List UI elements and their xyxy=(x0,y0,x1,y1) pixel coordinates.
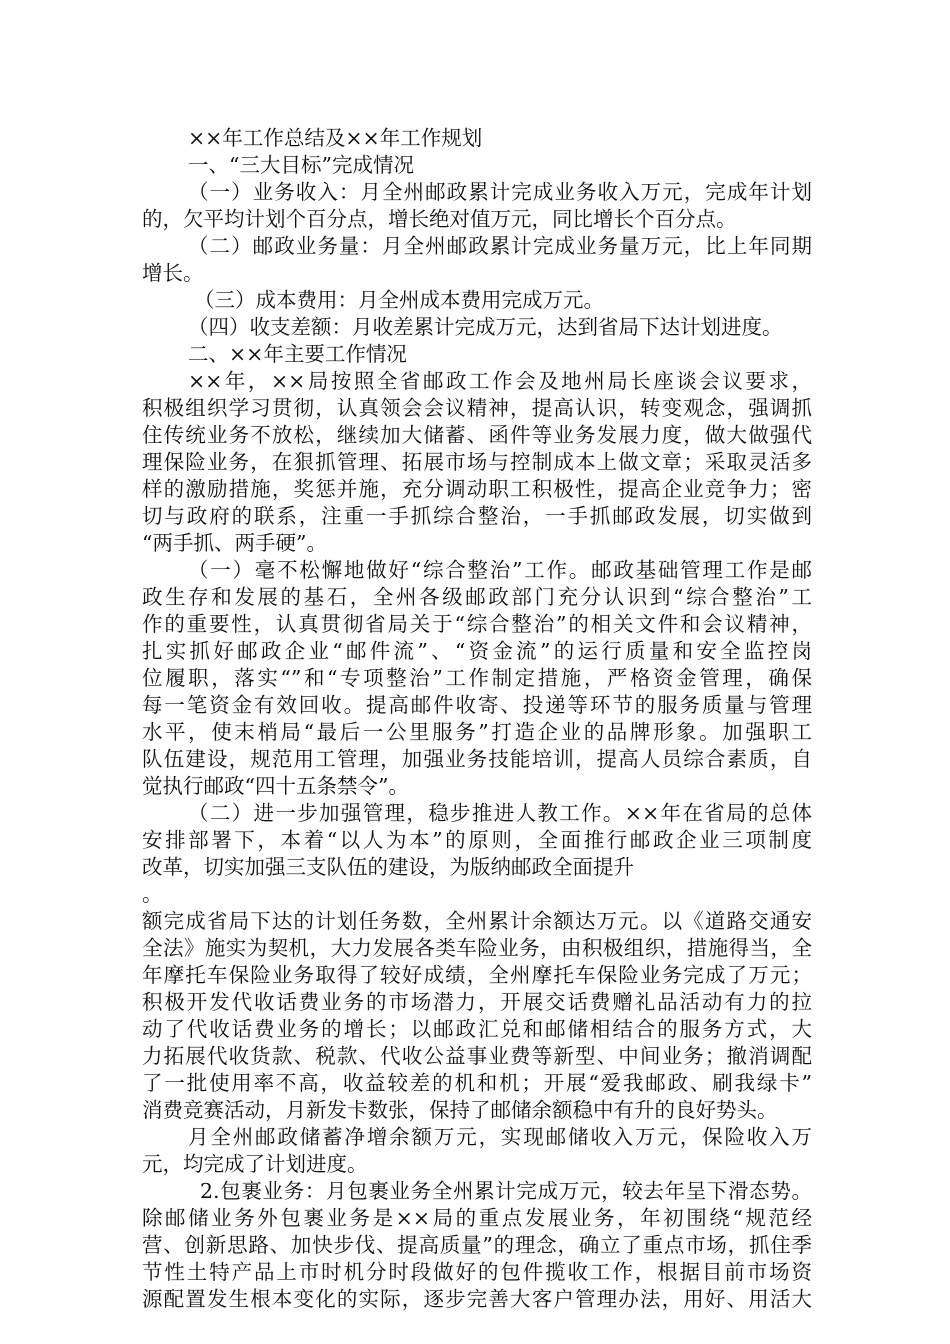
section-heading: 一、“三大目标”完成情况 xyxy=(188,153,414,177)
paragraph-line: ××年，××局按照全省邮政工作会及地州局长座谈会议要求， xyxy=(188,369,812,393)
paragraph-line: 节性土特产品上市时机分时段做好的包件揽收工作，根据目前市场资 xyxy=(142,1260,812,1284)
paragraph-line: 水平，使末梢局“最后一公里服务”打造企业的品牌形象。加强职工 xyxy=(142,720,812,744)
paragraph-line: 2.包裹业务：月包裹业务全州累计完成万元，较去年呈下滑态势。 xyxy=(200,1179,812,1203)
paragraph-line: 切与政府的联系，注重一手抓综合整治，一手抓邮政发展，切实做到 xyxy=(142,504,812,528)
paragraph-line: 全法》施实为契机，大力发展各类车险业务，由积极组织，措施得当，全 xyxy=(142,936,812,960)
paragraph-line: 觉执行邮政“四十五条禁令”。 xyxy=(142,774,409,798)
paragraph-line: 改革，切实加强三支队伍的建设，为版纳邮政全面提升 xyxy=(142,855,634,879)
paragraph-line: 样的激励措施，奖惩并施，充分调动职工积极性，提高企业竞争力；密 xyxy=(142,477,812,501)
paragraph-line: 位履职，落实“”和“专项整治”工作制定措施，严格资金管理，确保 xyxy=(142,666,812,690)
paragraph-line: 。 xyxy=(142,882,163,906)
section-heading: 二、××年主要工作情况 xyxy=(188,342,407,366)
paragraph-line: “两手抓、两手硬”。 xyxy=(142,531,327,555)
paragraph-line: 扎实抓好邮政企业“邮件流”、“资金流”的运行质量和安全监控岗 xyxy=(142,639,812,663)
paragraph-line: 理保险业务，在狠抓管理、拓展市场与控制成本上做文章；采取灵活多 xyxy=(142,450,812,474)
paragraph-line: 消费竞赛活动，月新发卡数张，保持了邮储余额稳中有升的良好势头。 xyxy=(142,1098,778,1122)
paragraph-line: 安排部署下，本着“以人为本”的原则，全面推行邮政企业三项制度 xyxy=(142,828,812,852)
paragraph-line: 的，欠平均计划个百分点，增长绝对值万元，同比增长个百分点。 xyxy=(142,207,737,231)
paragraph-line: 除邮储业务外包裹业务是××局的重点发展业务，年初围绕“规范经 xyxy=(142,1206,812,1230)
paragraph-line: （三）成本费用：月全州成本费用完成万元。 xyxy=(194,288,604,312)
paragraph-line: （一）毫不松懈地做好“综合整治”工作。邮政基础管理工作是邮 xyxy=(188,558,812,582)
paragraph-line: 营、创新思路、加快步伐、提高质量”的理念，确立了重点市场，抓住季 xyxy=(142,1233,812,1257)
paragraph-line: 作的重要性，认真贯彻省局关于“综合整治”的相关文件和会议精神， xyxy=(142,612,812,636)
paragraph-line: （四）收支差额：月收差累计完成万元，达到省局下达计划进度。 xyxy=(188,315,783,339)
paragraph-line: 了一批使用率不高，收益较差的机和机；开展“爱我邮政、刷我绿卡” xyxy=(142,1071,812,1095)
paragraph-line: 政生存和发展的基石，全州各级邮政部门充分认识到“综合整治”工 xyxy=(142,585,812,609)
paragraph-line: 每一笔资金有效回收。提高邮件收寄、投递等环节的服务质量与管理 xyxy=(142,693,812,717)
paragraph-line: （二）进一步加强管理，稳步推进人教工作。××年在省局的总体 xyxy=(188,801,812,825)
paragraph-line: 月全州邮政储蓄净增余额万元，实现邮储收入万元，保险收入万 xyxy=(188,1125,812,1149)
paragraph-line: 源配置发生根本变化的实际，逐步完善大客户管理办法，用好、用活大 xyxy=(142,1287,812,1311)
paragraph-line: 年摩托车保险业务取得了较好成绩，全州摩托车保险业务完成了万元； xyxy=(142,963,812,987)
paragraph-line: （二）邮政业务量：月全州邮政累计完成业务量万元，比上年同期 xyxy=(188,234,812,258)
paragraph-line: 住传统业务不放松，继续加大储蓄、函件等业务发展力度，做大做强代 xyxy=(142,423,812,447)
document-title: ××年工作总结及××年工作规划 xyxy=(188,126,483,150)
paragraph-line: 积极组织学习贯彻，认真领会会议精神，提高认识，转变观念，强调抓 xyxy=(142,396,812,420)
paragraph-line: 队伍建设，规范用工管理，加强业务技能培训，提高人员综合素质，自 xyxy=(142,747,812,771)
paragraph-line: 积极开发代收话费业务的市场潜力，开展交话费赠礼品活动有力的拉 xyxy=(142,990,812,1014)
paragraph-line: 动了代收话费业务的增长；以邮政汇兑和邮储相结合的服务方式，大 xyxy=(142,1017,812,1041)
paragraph-line: 增长。 xyxy=(142,261,204,285)
paragraph-line: 额完成省局下达的计划任务数，全州累计余额达万元。以《道路交通安 xyxy=(142,909,812,933)
paragraph-line: （一）业务收入：月全州邮政累计完成业务收入万元，完成年计划 xyxy=(188,180,812,204)
paragraph-line: 力拓展代收货款、税款、代收公益事业费等新型、中间业务；撤消调配 xyxy=(142,1044,812,1068)
paragraph-line: 元，均完成了计划进度。 xyxy=(142,1152,368,1176)
